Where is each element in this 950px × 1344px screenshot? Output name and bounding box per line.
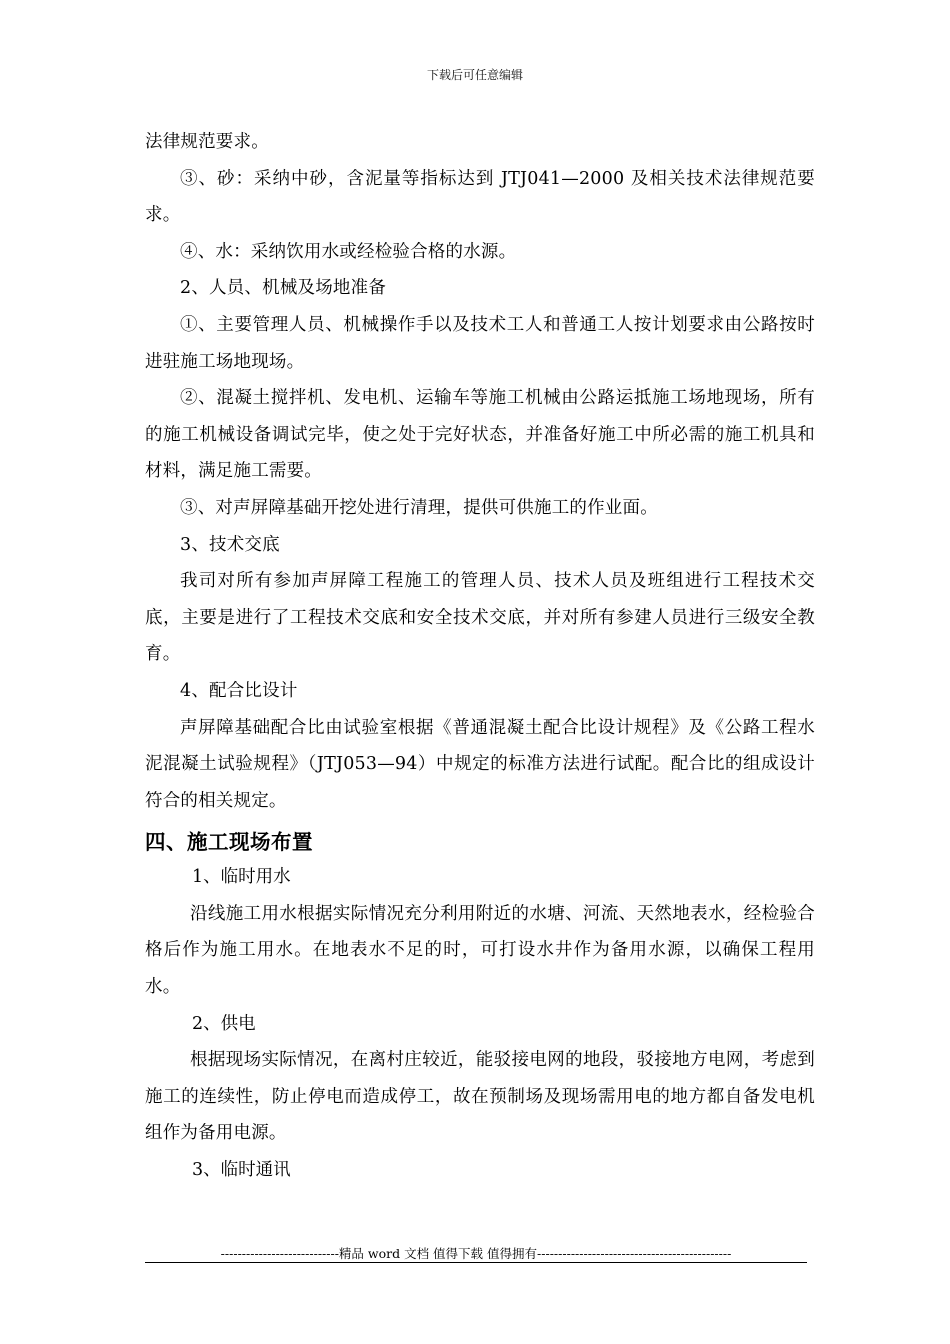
subheading-temporary-water: 1、临时用水 xyxy=(192,867,291,888)
subheading-mix-design: 4、配合比设计 xyxy=(180,680,298,701)
paragraph-continuation: 法律规范要求。 xyxy=(145,132,269,152)
section-heading-site-layout: 四、施工现场布置 xyxy=(145,830,313,855)
subheading-technical-briefing: 3、技术交底 xyxy=(180,534,280,555)
paragraph-machinery: ②、混凝土搅拌机、发电机、运输车等施工机械由公路运抵施工场地现场，所有的施工机械设备调试完毕，使之处于完好状态，并准备好施工中所必需的施工机具和材料，满足施工需要。 xyxy=(145,388,815,482)
paragraph-water: ④、水：采纳饮用水或经检验合格的水源。 xyxy=(180,241,517,262)
document-body xyxy=(145,124,815,1189)
footer-rule xyxy=(145,1262,807,1263)
subheading-temporary-communication: 3、临时通讯 xyxy=(192,1160,291,1181)
paragraph-temporary-water: 沿线施工用水根据实际情况充分利用附近的水塘、河流、天然地表水，经检验合格后作为施工用水。在地表水不足的时，可打设水井作为备用水源，以确保工程用水。 xyxy=(145,903,815,998)
paragraph-power-supply: 根据现场实际情况，在离村庄较近，能驳接电网的地段，驳接地方电网，考虑到施工的连续性，防止停电而造成停工，故在预制场及现场需用电的地方都自备发电机组作为备用电源。 xyxy=(145,1050,815,1144)
paragraph-mix-design: 声屏障基础配合比由试验室根据《普通混凝土配合比设计规程》及《公路工程水泥混凝土试验规程》（JTJ053—94）中规定的标准方法进行试配。配合比的组成设计符合的相关规定。 xyxy=(145,717,815,811)
subheading-power-supply: 2、供电 xyxy=(192,1013,256,1034)
page-footer-note: ----------------------------精品 word 文档 值得下载 值得拥有---------------------------------------------- xyxy=(220,1246,732,1261)
paragraph-sand: ③、砂：采纳中砂，含泥量等指标达到 JTJ041—2000 及相关技术法律规范要求。 xyxy=(145,168,815,226)
paragraph-site-clearing: ③、对声屏障基础开挖处进行清理，提供可供施工的作业面。 xyxy=(180,497,658,518)
page-header-note: 下载后可任意编辑 xyxy=(426,68,523,82)
subheading-personnel-machinery: 2、人员、机械及场地准备 xyxy=(180,278,387,299)
paragraph-personnel: ①、主要管理人员、机械操作手以及技术工人和普通工人按计划要求由公路按时进驻施工场地现场。 xyxy=(145,314,815,372)
paragraph-technical-briefing: 我司对所有参加声屏障工程施工的管理人员、技术人员及班组进行工程技术交底，主要是进行了工程技术交底和安全技术交底，并对所有参建人员进行三级安全教育。 xyxy=(145,571,815,665)
